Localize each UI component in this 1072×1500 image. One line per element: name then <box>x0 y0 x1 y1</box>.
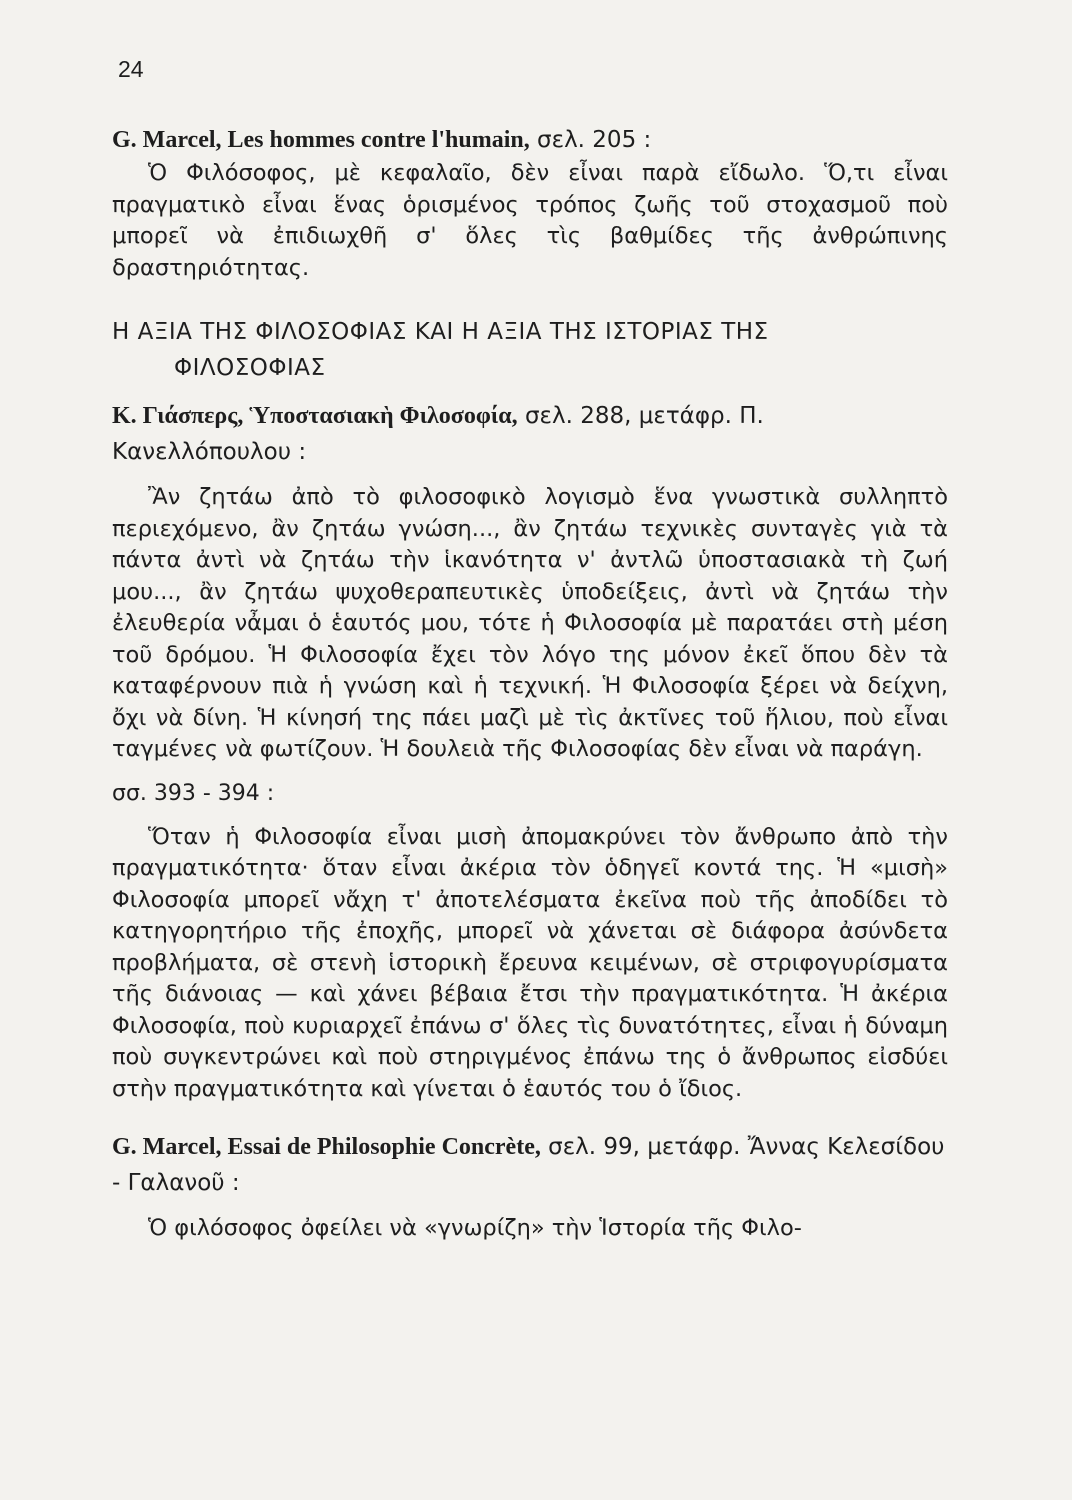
quote-paragraph: Ὅταν ἡ Φιλοσοφία εἶναι μισὴ ἀπομακρύνει τὸν ἄνθρωπο ἀπὸ τὴν πραγματικότητα· ὅταν εἶναι ἀκέρια τὸν ὁδηγεῖ κοντά της. Ἡ «μισὴ» Φιλοσοφία μπορεῖ νἄχη τ' ἀποτελέσματα ἐκεῖνα ποὺ τῆς ἀποδίδει τὸ κατηγορητήριο τῆς ἐποχῆς, μπορεῖ νὰ χάνεται σὲ διάφορα ἀσύνδετα προβλήματα, σὲ στενὴ ἱστορικὴ ἔρευνα κειμένων, σὲ στριφογυρίσματα τῆς διάνοιας — καὶ χάνει βέβαια ἔτσι τὴν πραγματικότητα. Ἡ ἀκέρια Φιλοσοφία, ποὺ κυριαρχεῖ ἐπάνω σ' ὅλες τὶς δυνατότητες, εἶναι ἡ δύναμη ποὺ συγκεντρώνει καὶ ποὺ στηριγμένος ἐπάνω της ὁ ἄνθρωπος εἰσδύει στὴν πραγματικότητα καὶ γίνεται ὁ ἑαυτός του ὁ ἴδιος. <box>112 823 948 1102</box>
citation-source: G. Marcel, Essai de Philosophie Concrète, <box>112 1134 541 1160</box>
page-reference: σσ. 393 - 394 : <box>112 780 275 806</box>
citation-reference: σελ. 99, μετάφρ. Ἄννας Κελεσίδου - Γαλανοῦ : <box>112 1134 945 1196</box>
section-heading-line-1: Η ΑΞΙΑ ΤΗΣ ΦΙΛΟΣΟΦΙΑΣ ΚΑΙ Η ΑΞΙΑ ΤΗΣ ΙΣΤΟΡΙΑΣ ΤΗΣ <box>112 319 769 345</box>
citation-reference: σελ. 205 : <box>529 127 652 153</box>
citation-marcel-essai <box>112 1129 948 1201</box>
quote-paragraph: Ἂν ζητάω ἀπὸ τὸ φιλοσοφικὸ λογισμὸ ἕνα γνωστικὰ συλληπτὸ περιεχόμενο, ἂν ζητάω γνώση..., ἂν ζητάω τεχνικὲς συνταγὲς γιὰ τὰ πάντα ἀντὶ νὰ ζητάω τὴν ἱκανότητα ν' ἀντλῶ ὑποστασιακὰ τὴ ζωή μου..., ἂν ζητάω ψυχοθεραπευτικὲς ὑποδείξεις, ἀντὶ νὰ ζητάω τὴν ἐλευθερία νἆμαι ὁ ἑαυτός μου, τότε ἡ Φιλοσοφία μὲ παρατάει στὴ μέση τοῦ δρόμου. Ἡ Φιλοσοφία ἔχει τὸν λόγο της μόνον ἐκεῖ ὅπου δὲν τὰ καταφέρνουν πιὰ ἡ γνώση καὶ ἡ τεχνική. Ἡ Φιλοσοφία ξέρει νὰ δείχνη, ὄχι νὰ δίνη. Ἡ κίνησή της πάει μαζὶ μὲ τὶς ἀκτῖνες τοῦ ἥλιου, ποὺ εἶναι ταγμένες νὰ φωτίζουν. Ἡ δουλειὰ τῆς Φιλοσοφίας δὲν εἶναι νὰ παράγη. <box>112 484 948 762</box>
citation-source: Κ. Γιάσπερς, Ὑποστασιακὴ Φιλοσοφία, <box>112 403 518 429</box>
citation-source: G. Marcel, Les hommes contre l'humain, <box>112 127 530 153</box>
citation-reference: σελ. 288, μετάφρ. Π. Κανελλόπουλου : <box>112 403 764 465</box>
page-content <box>112 122 948 1245</box>
page-number: 24 <box>118 56 144 82</box>
quote-paragraph: Ὁ φιλόσοφος ὀφείλει νὰ «γνωρίζη» τὴν Ἱστορία τῆς Φιλο- <box>148 1215 802 1241</box>
section-heading <box>112 314 948 386</box>
quote-paragraph: Ὁ Φιλόσοφος, μὲ κεφαλαῖο, δὲν εἶναι παρὰ εἴδωλο. Ὅ,τι εἶναι πραγματικὸ εἶναι ἕνας ὁρισμένος τρόπος ζωῆς τοῦ στοχασμοῦ ποὺ μπορεῖ νὰ ἐπιδιωχθῆ σ' ὅλες τὶς βαθμίδες τῆς ἀνθρώπινης δραστηριότητας. <box>112 160 948 281</box>
section-heading-line-2: ΦΙΛΟΣΟΦΙΑΣ <box>174 355 326 381</box>
citation-marcel-hommes <box>112 122 948 158</box>
citation-jaspers <box>112 398 948 470</box>
